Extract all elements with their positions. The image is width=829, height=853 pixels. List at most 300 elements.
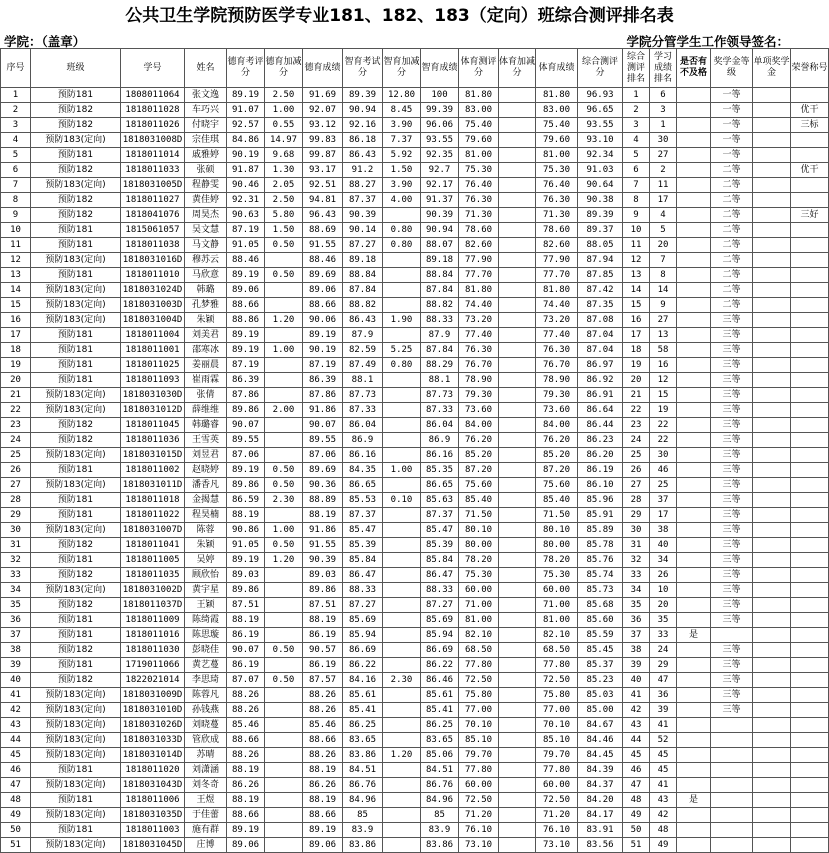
table-cell bbox=[499, 703, 536, 718]
table-cell: 预防181 bbox=[31, 343, 121, 358]
table-row bbox=[1, 478, 829, 493]
table-cell bbox=[677, 718, 711, 733]
table-cell: 1818031033D bbox=[121, 733, 185, 748]
table-cell bbox=[265, 598, 303, 613]
table-cell: 1818011028 bbox=[121, 103, 185, 118]
table-cell: 92.34 bbox=[578, 148, 623, 163]
column-header: 德育考评分 bbox=[227, 49, 265, 88]
table-cell: 20 bbox=[1, 373, 31, 388]
table-cell: 80.10 bbox=[536, 523, 578, 538]
table-cell bbox=[711, 628, 753, 643]
table-cell: 86.25 bbox=[421, 718, 459, 733]
table-cell: 庄博 bbox=[185, 838, 227, 853]
table-cell: 32 bbox=[623, 553, 650, 568]
table-cell bbox=[265, 823, 303, 838]
table-cell: 89.06 bbox=[303, 838, 343, 853]
table-cell: 二等 bbox=[711, 238, 753, 253]
table-cell bbox=[499, 208, 536, 223]
table-cell: 刘冬奇 bbox=[185, 778, 227, 793]
table-cell: 92.16 bbox=[343, 118, 383, 133]
table-cell bbox=[499, 178, 536, 193]
table-cell bbox=[499, 643, 536, 658]
table-row bbox=[1, 613, 829, 628]
table-cell: 三等 bbox=[711, 553, 753, 568]
table-cell: 87.73 bbox=[343, 388, 383, 403]
table-cell: 预防183(定向) bbox=[31, 298, 121, 313]
table-cell: 96.06 bbox=[421, 118, 459, 133]
table-cell: 2 bbox=[1, 103, 31, 118]
table-cell: 76.10 bbox=[459, 823, 499, 838]
table-cell: 77.90 bbox=[536, 253, 578, 268]
table-cell: 87.20 bbox=[536, 463, 578, 478]
table-cell: 38 bbox=[650, 523, 677, 538]
table-cell: 82.60 bbox=[536, 238, 578, 253]
table-cell: 84.86 bbox=[227, 133, 265, 148]
table-row bbox=[1, 718, 829, 733]
table-cell: 77.80 bbox=[536, 763, 578, 778]
table-row bbox=[1, 628, 829, 643]
table-cell: 彭晓佳 bbox=[185, 643, 227, 658]
column-header: 智育考试分 bbox=[343, 49, 383, 88]
table-cell: 2.00 bbox=[265, 403, 303, 418]
column-header: 智育成绩 bbox=[421, 49, 459, 88]
table-cell: 76.70 bbox=[536, 358, 578, 373]
table-cell: 二等 bbox=[711, 223, 753, 238]
table-cell: 41 bbox=[623, 688, 650, 703]
table-cell: 预防182 bbox=[31, 418, 121, 433]
table-cell bbox=[499, 793, 536, 808]
table-cell bbox=[753, 373, 791, 388]
table-cell bbox=[791, 343, 829, 358]
table-cell: 76.30 bbox=[459, 343, 499, 358]
table-cell: 1818011030 bbox=[121, 643, 185, 658]
table-cell: 90.86 bbox=[227, 523, 265, 538]
table-cell: 87.04 bbox=[578, 343, 623, 358]
table-cell bbox=[753, 778, 791, 793]
table-cell: 58 bbox=[650, 343, 677, 358]
table-cell bbox=[677, 658, 711, 673]
table-cell: 87.20 bbox=[459, 463, 499, 478]
table-cell: 85.39 bbox=[421, 538, 459, 553]
table-cell: 二等 bbox=[711, 283, 753, 298]
table-cell bbox=[677, 103, 711, 118]
table-cell: 8 bbox=[650, 268, 677, 283]
table-row bbox=[1, 223, 829, 238]
table-cell bbox=[677, 613, 711, 628]
table-cell: 85.59 bbox=[578, 628, 623, 643]
table-cell: 2.30 bbox=[383, 673, 421, 688]
table-cell: 75.60 bbox=[536, 478, 578, 493]
table-cell: 1818031016D bbox=[121, 253, 185, 268]
table-cell: 76.70 bbox=[459, 358, 499, 373]
table-cell: 27 bbox=[650, 148, 677, 163]
table-cell: 87.84 bbox=[421, 343, 459, 358]
table-cell bbox=[677, 688, 711, 703]
table-cell: 90.94 bbox=[421, 223, 459, 238]
table-cell: 73.20 bbox=[459, 313, 499, 328]
table-cell bbox=[383, 613, 421, 628]
table-cell: 92.51 bbox=[303, 178, 343, 193]
table-cell bbox=[753, 748, 791, 763]
table-cell: 张倩 bbox=[185, 388, 227, 403]
table-cell: 马欣意 bbox=[185, 268, 227, 283]
table-cell bbox=[677, 538, 711, 553]
table-cell: 预防181 bbox=[31, 463, 121, 478]
table-cell bbox=[677, 778, 711, 793]
table-cell bbox=[383, 733, 421, 748]
table-cell: 预防183(定向) bbox=[31, 583, 121, 598]
table-cell: 预防181 bbox=[31, 493, 121, 508]
table-cell: 83.00 bbox=[459, 103, 499, 118]
table-body bbox=[1, 88, 829, 853]
table-cell bbox=[791, 388, 829, 403]
table-cell: 刘晓蔓 bbox=[185, 718, 227, 733]
table-cell: 11 bbox=[650, 178, 677, 193]
table-cell: 87.86 bbox=[227, 388, 265, 403]
table-cell bbox=[791, 568, 829, 583]
table-cell: 77.80 bbox=[459, 658, 499, 673]
table-cell bbox=[791, 193, 829, 208]
table-cell: 1818031045D bbox=[121, 838, 185, 853]
table-cell: 0.80 bbox=[383, 358, 421, 373]
table-cell: 5 bbox=[623, 148, 650, 163]
column-header: 荣誉称号 bbox=[791, 49, 829, 88]
table-cell: 85.00 bbox=[578, 703, 623, 718]
table-cell: 1.50 bbox=[383, 163, 421, 178]
table-cell bbox=[753, 133, 791, 148]
table-cell bbox=[753, 733, 791, 748]
table-cell: 二等 bbox=[711, 163, 753, 178]
table-cell bbox=[383, 373, 421, 388]
table-cell: 预防183(定向) bbox=[31, 253, 121, 268]
table-cell: 43 bbox=[1, 718, 31, 733]
table-cell: 77.80 bbox=[459, 763, 499, 778]
table-cell: 47 bbox=[650, 673, 677, 688]
table-cell: 87.51 bbox=[303, 598, 343, 613]
table-cell: 88.66 bbox=[227, 733, 265, 748]
table-cell: 12.80 bbox=[383, 88, 421, 103]
table-cell: 76.40 bbox=[536, 178, 578, 193]
table-cell: 50 bbox=[623, 823, 650, 838]
table-cell: 刘昱君 bbox=[185, 448, 227, 463]
table-cell: 85.53 bbox=[343, 493, 383, 508]
table-cell: 1818011020 bbox=[121, 763, 185, 778]
table-cell bbox=[383, 553, 421, 568]
table-cell: 马文静 bbox=[185, 238, 227, 253]
table-cell: 60.00 bbox=[459, 583, 499, 598]
table-cell: 60.00 bbox=[536, 778, 578, 793]
table-cell: 44 bbox=[623, 733, 650, 748]
table-cell bbox=[383, 628, 421, 643]
table-cell: 1818011035 bbox=[121, 568, 185, 583]
table-cell bbox=[791, 268, 829, 283]
table-cell: 41 bbox=[650, 778, 677, 793]
table-cell: 施有群 bbox=[185, 823, 227, 838]
table-cell bbox=[383, 328, 421, 343]
table-cell: 三等 bbox=[711, 478, 753, 493]
table-cell: 86.92 bbox=[578, 373, 623, 388]
table-cell: 86.69 bbox=[421, 643, 459, 658]
table-cell bbox=[791, 478, 829, 493]
table-cell: 86.19 bbox=[227, 658, 265, 673]
table-cell bbox=[791, 283, 829, 298]
table-cell: 90.19 bbox=[227, 148, 265, 163]
table-cell: 84.20 bbox=[578, 793, 623, 808]
table-cell bbox=[791, 703, 829, 718]
table-cell: 陈蓉凡 bbox=[185, 688, 227, 703]
table-cell bbox=[499, 223, 536, 238]
table-cell: 二等 bbox=[711, 268, 753, 283]
table-cell bbox=[677, 448, 711, 463]
table-cell: 46 bbox=[623, 763, 650, 778]
table-cell: 81.80 bbox=[459, 283, 499, 298]
table-cell bbox=[711, 763, 753, 778]
table-cell: 16 bbox=[623, 313, 650, 328]
table-cell: 19 bbox=[1, 358, 31, 373]
table-cell: 90.39 bbox=[421, 208, 459, 223]
table-cell bbox=[711, 733, 753, 748]
table-cell bbox=[677, 283, 711, 298]
table-cell: 25 bbox=[650, 478, 677, 493]
table-cell: 15 bbox=[1, 298, 31, 313]
table-cell bbox=[499, 553, 536, 568]
table-cell: 85.45 bbox=[578, 643, 623, 658]
table-cell: 88.1 bbox=[421, 373, 459, 388]
table-cell: 崔雨霖 bbox=[185, 373, 227, 388]
table-cell bbox=[499, 598, 536, 613]
table-cell: 预防183(定向) bbox=[31, 748, 121, 763]
table-cell bbox=[383, 823, 421, 838]
table-cell: 三等 bbox=[711, 583, 753, 598]
table-cell: 刘潇涵 bbox=[185, 763, 227, 778]
table-cell: 三标 bbox=[791, 118, 829, 133]
table-cell bbox=[265, 373, 303, 388]
table-cell bbox=[753, 313, 791, 328]
table-cell: 韩璐睿 bbox=[185, 418, 227, 433]
table-cell: 94.81 bbox=[303, 193, 343, 208]
table-cell bbox=[499, 103, 536, 118]
page-title: 公共卫生学院预防医学专业181、182、183（定向）班综合测评排名表 bbox=[125, 6, 674, 26]
table-cell: 26 bbox=[1, 463, 31, 478]
table-cell: 11 bbox=[623, 238, 650, 253]
table-cell bbox=[753, 433, 791, 448]
table-cell: 79.30 bbox=[459, 388, 499, 403]
table-row bbox=[1, 448, 829, 463]
table-cell bbox=[677, 268, 711, 283]
table-cell: 91.05 bbox=[227, 538, 265, 553]
table-cell: 30 bbox=[650, 133, 677, 148]
table-cell: 27 bbox=[650, 313, 677, 328]
table-cell bbox=[265, 613, 303, 628]
table-cell: 85.74 bbox=[578, 568, 623, 583]
table-cell: 84.51 bbox=[421, 763, 459, 778]
table-cell: 孙钱燕 bbox=[185, 703, 227, 718]
table-row bbox=[1, 118, 829, 133]
table-cell: 89.18 bbox=[421, 253, 459, 268]
table-cell: 20 bbox=[623, 373, 650, 388]
table-cell: 张硕 bbox=[185, 163, 227, 178]
table-cell: 76.20 bbox=[459, 433, 499, 448]
table-cell bbox=[791, 718, 829, 733]
table-cell: 88.19 bbox=[227, 793, 265, 808]
table-cell bbox=[499, 538, 536, 553]
table-cell: 1818031012D bbox=[121, 403, 185, 418]
table-cell: 91.37 bbox=[421, 193, 459, 208]
table-cell: 92.57 bbox=[227, 118, 265, 133]
table-cell: 73.60 bbox=[459, 403, 499, 418]
table-cell: 86.76 bbox=[343, 778, 383, 793]
table-cell: 89.19 bbox=[227, 268, 265, 283]
table-cell: 79.60 bbox=[536, 133, 578, 148]
table-cell: 84.39 bbox=[578, 763, 623, 778]
table-cell: 21 bbox=[623, 388, 650, 403]
table-cell: 43 bbox=[623, 718, 650, 733]
column-header: 奖学金等级 bbox=[711, 49, 753, 88]
table-cell: 87.85 bbox=[578, 268, 623, 283]
table-cell: 86.10 bbox=[578, 478, 623, 493]
table-cell: 76.30 bbox=[536, 343, 578, 358]
table-cell bbox=[499, 238, 536, 253]
table-cell bbox=[677, 88, 711, 103]
table-cell: 86.47 bbox=[343, 568, 383, 583]
table-cell: 预防183(定向) bbox=[31, 733, 121, 748]
table-cell: 75.80 bbox=[459, 688, 499, 703]
table-cell: 72.50 bbox=[536, 673, 578, 688]
table-cell: 1818031010D bbox=[121, 703, 185, 718]
table-cell: 84.17 bbox=[578, 808, 623, 823]
table-cell bbox=[791, 523, 829, 538]
table-cell: 84.96 bbox=[421, 793, 459, 808]
table-cell: 60.00 bbox=[536, 583, 578, 598]
table-cell: 88.19 bbox=[303, 508, 343, 523]
table-cell bbox=[499, 298, 536, 313]
table-cell bbox=[753, 103, 791, 118]
table-cell: 84.51 bbox=[343, 763, 383, 778]
column-header: 序号 bbox=[1, 49, 31, 88]
table-cell bbox=[383, 703, 421, 718]
table-cell: 91.55 bbox=[303, 538, 343, 553]
table-cell: 周昊杰 bbox=[185, 208, 227, 223]
table-cell: 1818011038 bbox=[121, 238, 185, 253]
table-cell: 0.50 bbox=[265, 268, 303, 283]
table-cell: 14 bbox=[623, 283, 650, 298]
table-row bbox=[1, 703, 829, 718]
table-cell bbox=[499, 268, 536, 283]
table-cell: 8 bbox=[1, 193, 31, 208]
table-row bbox=[1, 463, 829, 478]
table-cell: 90.14 bbox=[343, 223, 383, 238]
table-cell: 9 bbox=[650, 298, 677, 313]
table-cell: 预防183(定向) bbox=[31, 778, 121, 793]
table-cell bbox=[265, 838, 303, 853]
table-cell: 85.39 bbox=[343, 538, 383, 553]
table-cell bbox=[383, 253, 421, 268]
table-cell: 1808011064 bbox=[121, 88, 185, 103]
table-cell: 86.18 bbox=[343, 133, 383, 148]
table-cell: 73.60 bbox=[536, 403, 578, 418]
table-cell: 1818011004 bbox=[121, 328, 185, 343]
table-cell bbox=[499, 763, 536, 778]
table-cell bbox=[753, 508, 791, 523]
table-cell bbox=[791, 328, 829, 343]
table-cell: 17 bbox=[623, 328, 650, 343]
table-cell: 88.27 bbox=[343, 178, 383, 193]
table-cell bbox=[753, 643, 791, 658]
table-cell: 1818031026D bbox=[121, 718, 185, 733]
table-cell bbox=[499, 778, 536, 793]
table-cell: 三等 bbox=[711, 688, 753, 703]
table-cell: 邵寒冰 bbox=[185, 343, 227, 358]
table-cell: 79.30 bbox=[536, 388, 578, 403]
table-cell: 7.37 bbox=[383, 133, 421, 148]
table-row bbox=[1, 133, 829, 148]
table-cell: 17 bbox=[650, 508, 677, 523]
table-cell: 0.50 bbox=[265, 478, 303, 493]
table-cell: 88.89 bbox=[303, 493, 343, 508]
table-cell: 85.94 bbox=[421, 628, 459, 643]
table-cell: 85.41 bbox=[343, 703, 383, 718]
table-cell: 19 bbox=[650, 403, 677, 418]
table-cell bbox=[499, 418, 536, 433]
table-cell bbox=[265, 568, 303, 583]
table-cell: 86.69 bbox=[343, 643, 383, 658]
table-cell: 86.97 bbox=[578, 358, 623, 373]
table-cell bbox=[265, 508, 303, 523]
table-cell: 87.37 bbox=[421, 508, 459, 523]
table-cell: 1 bbox=[650, 118, 677, 133]
table-cell: 1818031005D bbox=[121, 178, 185, 193]
table-cell bbox=[383, 403, 421, 418]
table-cell bbox=[753, 268, 791, 283]
table-cell bbox=[753, 628, 791, 643]
column-header: 体育测评分 bbox=[459, 49, 499, 88]
table-cell bbox=[791, 298, 829, 313]
table-cell: 预防181 bbox=[31, 553, 121, 568]
table-cell: 88.66 bbox=[227, 298, 265, 313]
table-cell: 71.30 bbox=[536, 208, 578, 223]
table-cell bbox=[499, 808, 536, 823]
table-cell: 预防182 bbox=[31, 643, 121, 658]
table-cell bbox=[499, 493, 536, 508]
table-row bbox=[1, 733, 829, 748]
table-cell: 11 bbox=[1, 238, 31, 253]
table-cell: 79.60 bbox=[459, 133, 499, 148]
table-cell: 1818011041 bbox=[121, 538, 185, 553]
table-cell: 预防183(定向) bbox=[31, 718, 121, 733]
table-cell bbox=[677, 253, 711, 268]
table-cell: 22 bbox=[650, 433, 677, 448]
table-cell bbox=[265, 778, 303, 793]
table-cell bbox=[499, 403, 536, 418]
table-cell bbox=[791, 628, 829, 643]
table-cell bbox=[677, 418, 711, 433]
table-cell bbox=[265, 703, 303, 718]
table-cell bbox=[499, 193, 536, 208]
table-cell: 0.55 bbox=[265, 118, 303, 133]
table-cell: 10 bbox=[650, 583, 677, 598]
table-cell: 90.19 bbox=[303, 343, 343, 358]
table-cell: 83.56 bbox=[578, 838, 623, 853]
table-row bbox=[1, 508, 829, 523]
table-cell: 48 bbox=[650, 823, 677, 838]
table-cell: 黄艺蔓 bbox=[185, 658, 227, 673]
table-cell: 27 bbox=[1, 478, 31, 493]
table-cell: 预防183(定向) bbox=[31, 478, 121, 493]
table-cell: 83.86 bbox=[343, 838, 383, 853]
table-cell bbox=[753, 553, 791, 568]
table-cell: 二等 bbox=[711, 253, 753, 268]
table-cell: 2 bbox=[623, 103, 650, 118]
